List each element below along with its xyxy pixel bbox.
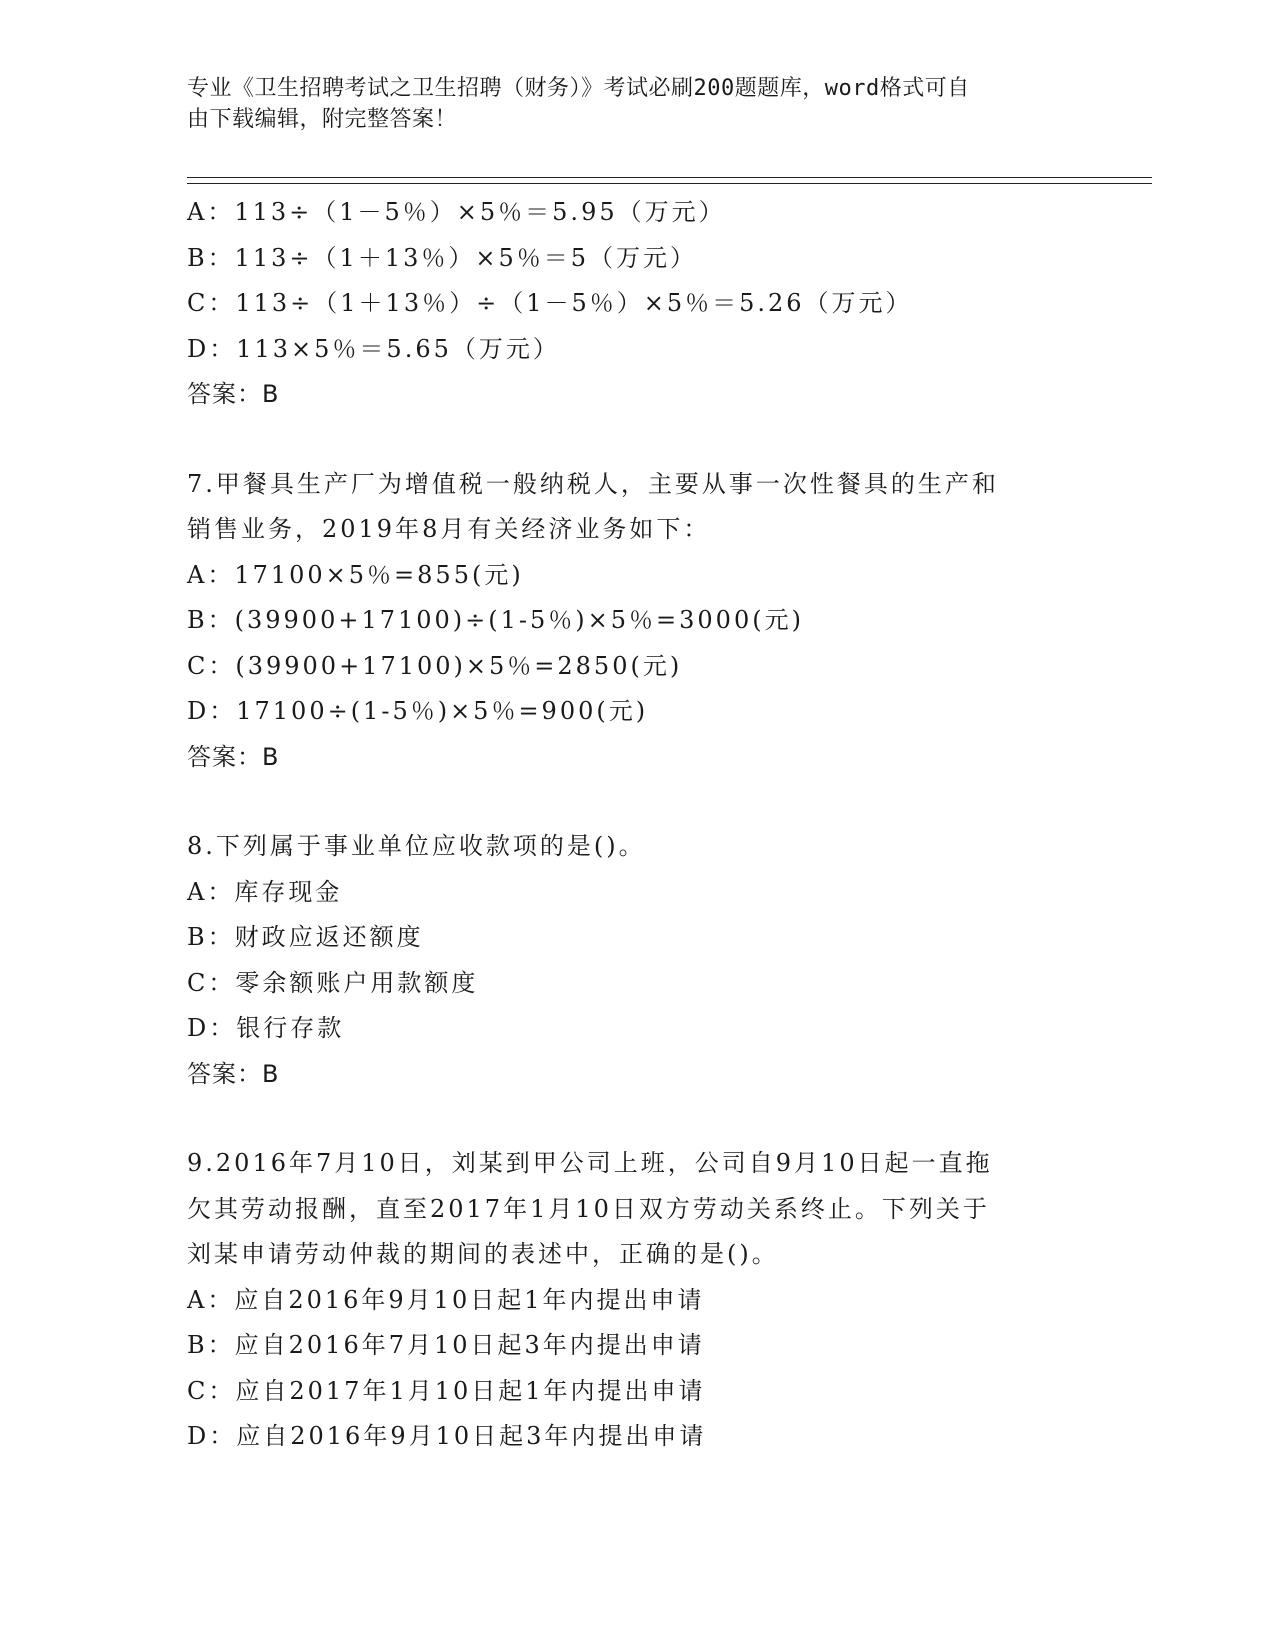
question-6-answer: 答案：B: [187, 380, 280, 408]
question-6: [187, 190, 1087, 418]
question-7-option-c: C：(39900+17100)×5％=2850(元): [187, 651, 683, 680]
question-8-option-b: B：财政应返还额度: [187, 923, 424, 951]
question-7-option-b: B：(39900+17100)÷(1-5％)×5％=3000(元): [187, 606, 804, 634]
question-9-option-a: A：应自2016年9月10日起1年内提出申请: [187, 1285, 705, 1314]
question-8-answer: 答案：B: [187, 1059, 280, 1088]
document-header: [187, 73, 1067, 135]
header-line-2: 由下载编辑，附完整答案！: [187, 107, 458, 132]
question-9-option-d: D：应自2016年9月10日起3年内提出申请: [187, 1422, 707, 1450]
question-8-option-c: C：零余额账户用款额度: [187, 968, 479, 997]
question-8: [187, 824, 1087, 1097]
question-7-stem-line-1: 7.甲餐具生产厂为增值税一般纳税人，主要从事一次性餐具的生产和: [187, 469, 999, 498]
question-6-option-a: A：113÷（1－5％）×5％＝5.95（万元）: [187, 198, 726, 226]
question-9-stem-line-2: 欠其劳动报酬，直至2017年1月10日双方劳动关系终止。下列关于: [187, 1194, 990, 1223]
question-7: [187, 462, 1087, 781]
question-8-option-d: D：银行存款: [187, 1014, 345, 1042]
question-9-stem-line-1: 9.2016年7月10日，刘某到甲公司上班，公司自9月10日起一直拖: [187, 1149, 993, 1177]
question-7-option-d: D：17100÷(1-5％)×5％=900(元): [187, 697, 649, 725]
question-9: [187, 1141, 1087, 1460]
question-7-answer: 答案：B: [187, 742, 280, 771]
header-divider-top: [187, 177, 1152, 178]
question-6-option-c: C：113÷（1＋13％）÷（1－5％）×5％＝5.26（万元）: [187, 289, 913, 317]
question-9-option-b: B：应自2016年7月10日起3年内提出申请: [187, 1331, 705, 1359]
question-7-stem-line-2: 销售业务，2019年8月有关经济业务如下：: [187, 515, 711, 543]
question-list: [187, 190, 1087, 1460]
header-line-1: 专业《卫生招聘考试之卫生招聘（财务）》考试必刷200题题库，word格式可自: [187, 76, 970, 101]
question-9-stem-line-3: 刘某申请劳动仲裁的期间的表述中，正确的是()。: [187, 1240, 779, 1268]
question-7-option-a: A：17100×5％=855(元): [187, 560, 524, 589]
question-8-option-a: A：库存现金: [187, 877, 343, 906]
question-6-option-b: B：113÷（1＋13％）×5％＝5（万元）: [187, 243, 698, 272]
question-8-stem-line-1: 8.下列属于事业单位应收款项的是()。: [187, 832, 646, 860]
question-6-option-d: D：113×5％＝5.65（万元）: [187, 334, 560, 363]
header-divider-bottom: [187, 183, 1152, 184]
question-9-option-c: C：应自2017年1月10日起1年内提出申请: [187, 1376, 706, 1405]
